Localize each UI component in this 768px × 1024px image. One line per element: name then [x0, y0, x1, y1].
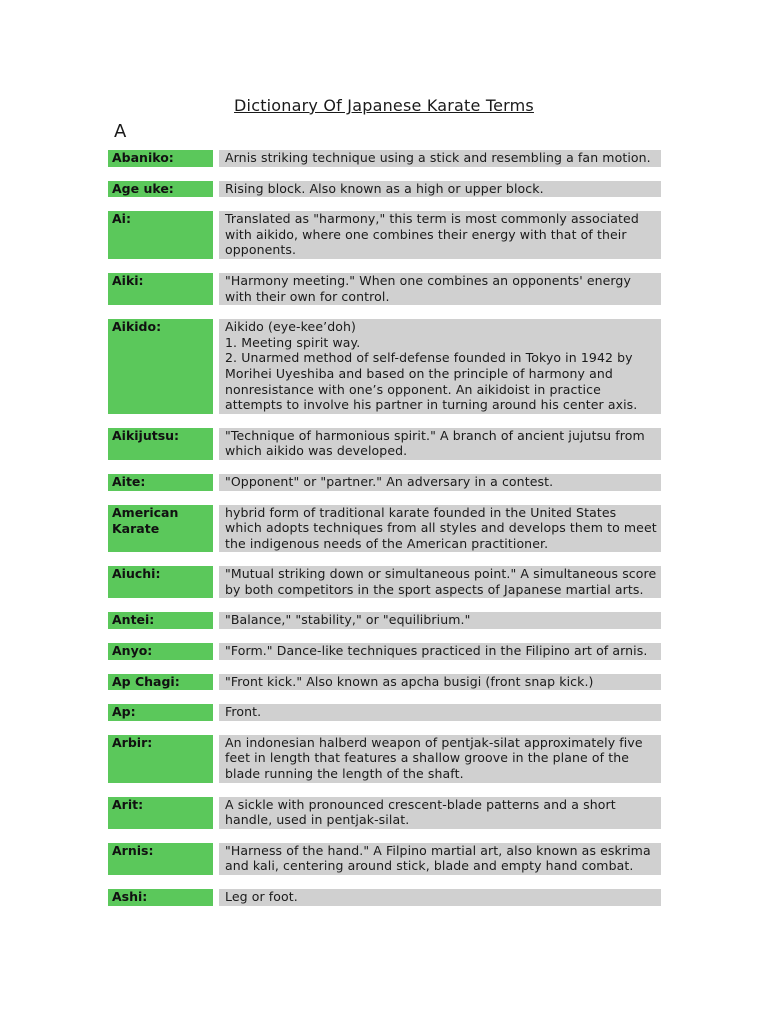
entry-term: Aite:: [108, 474, 214, 491]
dictionary-entry: [108, 566, 661, 598]
dictionary-entry: [108, 474, 661, 491]
entry-term: Arbir:: [108, 735, 214, 783]
dictionary-entry: [108, 797, 661, 829]
entry-definition: "Harmony meeting." When one combines an opponents' energy with their own for control.: [219, 273, 661, 305]
entry-definition: Arnis striking technique using a stick and resembling a fan motion.: [219, 150, 661, 167]
entry-definition: "Mutual striking down or simultaneous point." A simultaneous score by both competitors in the sport aspects of Japanese martial arts.: [219, 566, 661, 598]
dictionary-entry: [108, 674, 661, 691]
entry-term: Ashi:: [108, 889, 214, 906]
dictionary-entry: [108, 181, 661, 198]
entry-term: Aikido:: [108, 319, 214, 414]
entry-definition: An indonesian halberd weapon of pentjak-silat approximately five feet in length that features a shallow groove in the plane of the blade running the length of the shaft.: [219, 735, 661, 783]
entry-term: Age uke:: [108, 181, 214, 198]
entry-definition: Leg or foot.: [219, 889, 661, 906]
entry-definition: "Balance," "stability," or "equilibrium.": [219, 612, 661, 629]
dictionary-entries: [108, 150, 661, 920]
dictionary-entry: [108, 150, 661, 167]
entry-term: Aiuchi:: [108, 566, 214, 598]
entry-term: Aiki:: [108, 273, 214, 305]
entry-term: Aikijutsu:: [108, 428, 214, 460]
entry-definition: A sickle with pronounced crescent-blade patterns and a short handle, used in pentjak-silat.: [219, 797, 661, 829]
entry-definition: Front.: [219, 704, 661, 721]
entry-term: Arit:: [108, 797, 214, 829]
entry-term: Antei:: [108, 612, 214, 629]
page-title: Dictionary Of Japanese Karate Terms: [234, 96, 534, 115]
dictionary-entry: [108, 319, 661, 414]
dictionary-entry: [108, 704, 661, 721]
entry-term: Anyo:: [108, 643, 214, 660]
dictionary-entry: [108, 843, 661, 875]
entry-definition: "Opponent" or "partner." An adversary in a contest.: [219, 474, 661, 491]
dictionary-entry: [108, 505, 661, 553]
entry-definition: "Technique of harmonious spirit." A branch of ancient jujutsu from which aikido was developed.: [219, 428, 661, 460]
entry-definition: Rising block. Also known as a high or upper block.: [219, 181, 661, 198]
entry-term: Abaniko:: [108, 150, 214, 167]
dictionary-entry: [108, 273, 661, 305]
entry-definition: "Form." Dance-like techniques practiced in the Filipino art of arnis.: [219, 643, 661, 660]
entry-term: Ai:: [108, 211, 214, 259]
dictionary-entry: [108, 612, 661, 629]
dictionary-entry: [108, 211, 661, 259]
entry-definition: "Harness of the hand." A Filpino martial art, also known as eskrima and kali, centering around stick, blade and empty hand combat.: [219, 843, 661, 875]
letter-heading: A: [114, 121, 127, 142]
entry-term: Ap Chagi:: [108, 674, 214, 691]
entry-term: American Karate: [108, 505, 214, 553]
dictionary-entry: [108, 428, 661, 460]
dictionary-entry: [108, 889, 661, 906]
entry-definition: Aikido (eye-kee’doh) 1. Meeting spirit way. 2. Unarmed method of self-defense founded in Tokyo in 1942 by Morihei Uyeshiba and based on the principle of harmony and nonresistance with one’s opponent. An aikidoist in practice attempts to involve his partner in turning around his center axis.: [219, 319, 661, 414]
dictionary-entry: [108, 643, 661, 660]
entry-term: Arnis:: [108, 843, 214, 875]
entry-definition: "Front kick." Also known as apcha busigi (front snap kick.): [219, 674, 661, 691]
entry-definition: hybrid form of traditional karate founded in the United States which adopts techniques from all styles and develops them to meet the indigenous needs of the American practitioner.: [219, 505, 661, 553]
dictionary-entry: [108, 735, 661, 783]
entry-definition: Translated as "harmony," this term is most commonly associated with aikido, where one combines their energy with that of their opponents.: [219, 211, 661, 259]
entry-term: Ap:: [108, 704, 214, 721]
